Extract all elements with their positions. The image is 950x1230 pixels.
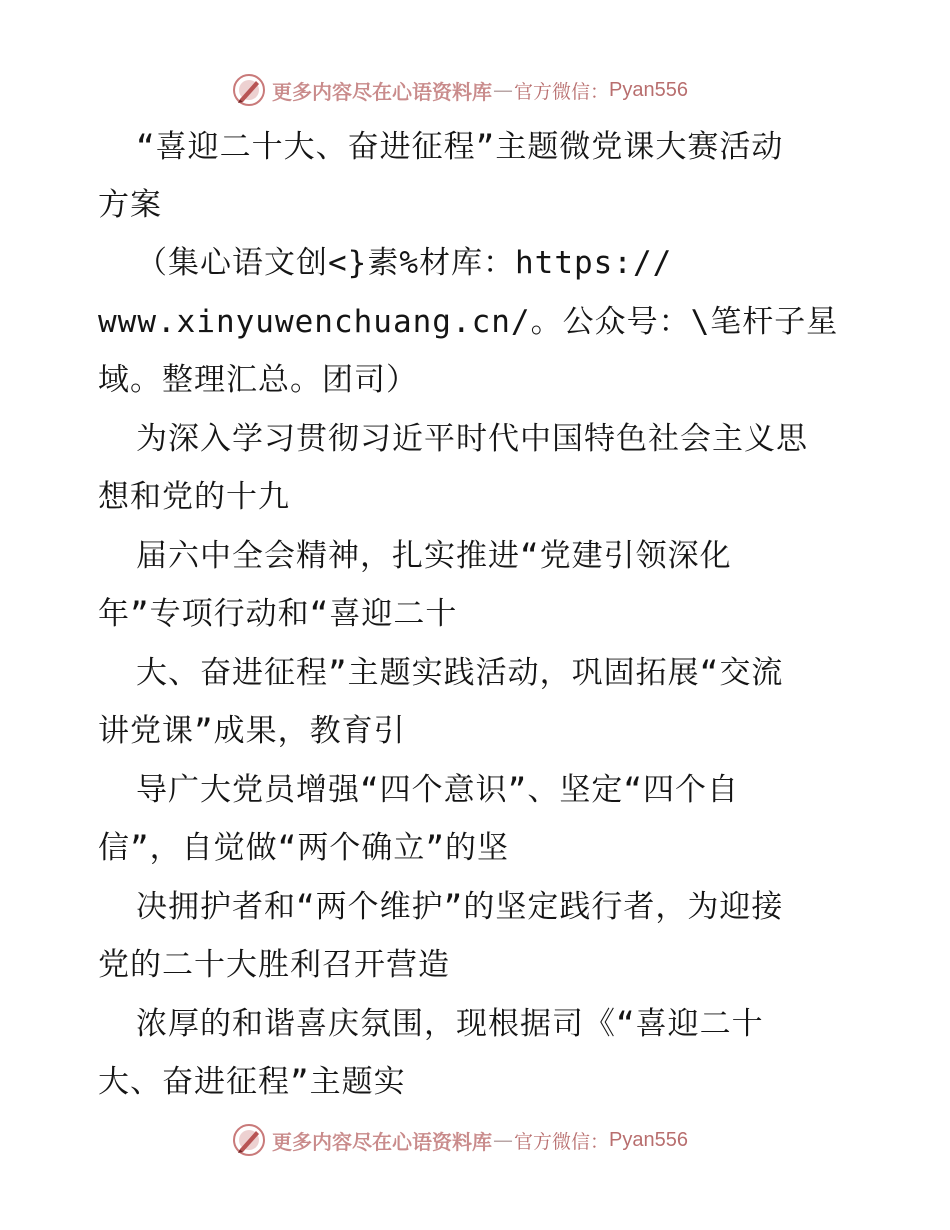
paragraph-line: 信”，自觉做“两个确立”的坚 [98, 830, 509, 866]
paragraph-line: 党的二十大胜利召开营造 [98, 947, 450, 983]
watermark-separator: — [493, 1128, 513, 1152]
paragraph-line: 大、奋进征程”主题实践活动，巩固拓展“交流 [136, 655, 784, 691]
source-line-3: 域。整理汇总。团司） [98, 362, 418, 398]
paragraph-line: 讲党课”成果，教育引 [98, 713, 406, 749]
watermark-banner-bottom [232, 1122, 688, 1158]
paragraph-line: 年”专项行动和“喜迎二十 [98, 596, 458, 632]
watermark-wechat-label: 官方微信： [514, 80, 610, 103]
paragraph-line: 浓厚的和谐喜庆氛围，现根据司《“喜迎二十 [136, 1006, 764, 1042]
pen-logo-icon [232, 73, 266, 107]
pen-logo-icon [232, 1123, 266, 1157]
watermark-wechat-id: Pyan556 [609, 1128, 688, 1151]
source-line-1: （集心语文创<}素%材库：https:// [136, 245, 673, 281]
paragraph-line: 大、奋进征程”主题实 [98, 1064, 406, 1100]
watermark-separator: — [493, 78, 513, 102]
source-line-2: www.xinyuwenchuang.cn/。公众号：\笔杆子星 [98, 304, 839, 340]
watermark-text: 更多内容尽在心语资料库 [272, 79, 492, 104]
watermark-wechat-id: Pyan556 [609, 78, 688, 101]
title-line-2: 方案 [98, 187, 162, 223]
watermark-text: 更多内容尽在心语资料库 [272, 1129, 492, 1154]
title-line-1: “喜迎二十大、奋进征程”主题微党课大赛活动 [136, 129, 784, 165]
paragraph-line: 决拥护者和“两个维护”的坚定践行者，为迎接 [136, 889, 784, 925]
paragraph-line: 想和党的十九 [98, 479, 290, 515]
paragraph-line: 届六中全会精神，扎实推进“党建引领深化 [136, 538, 732, 574]
watermark-wechat-label: 官方微信： [514, 1130, 610, 1153]
watermark-banner-top [232, 72, 688, 108]
paragraph-line: 为深入学习贯彻习近平时代中国特色社会主义思 [136, 421, 808, 457]
paragraph-line: 导广大党员增强“四个意识”、坚定“四个自 [136, 772, 739, 808]
